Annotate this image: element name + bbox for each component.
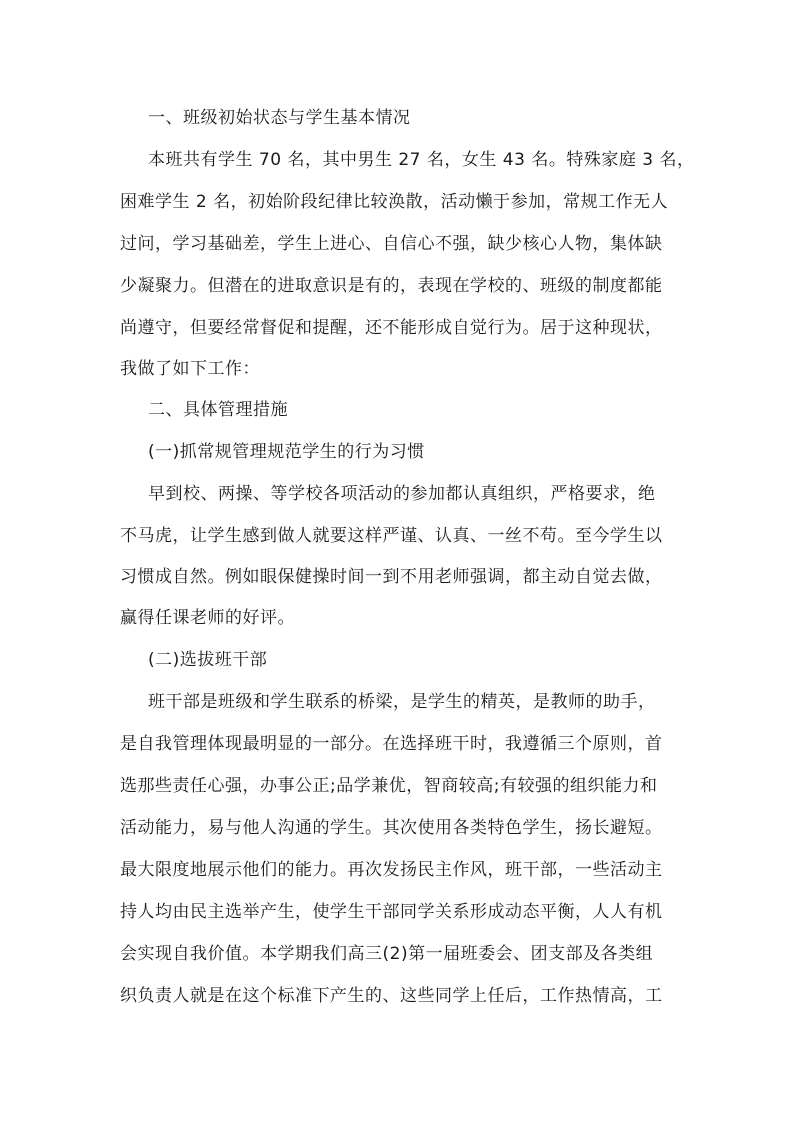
- paragraph-line: 会实现自我价值。本学期我们高三(2)第一届班委会、团支部及各类组: [120, 944, 654, 964]
- paragraph-line: 织负责人就是在这个标准下产生的、这些同学上任后，工作热情高，工: [120, 986, 663, 1006]
- subsection-heading-1: (一)抓常规管理规范学生的行为习惯: [148, 442, 425, 462]
- paragraph-line: 班干部是班级和学生联系的桥梁，是学生的精英，是教师的助手，: [148, 692, 656, 712]
- section-heading-1: 一、班级初始状态与学生基本情况: [148, 108, 411, 128]
- paragraph-line: 赢得任课老师的好评。: [120, 608, 295, 628]
- paragraph-line: 不马虎，让学生感到做人就要这样严谨、认真、一丝不苟。至今学生以: [120, 526, 663, 546]
- paragraph-line: 持人均由民主选举产生，使学生干部同学关系形成动态平衡，人人有机: [120, 902, 663, 922]
- paragraph-line: 活动能力，易与他人沟通的学生。其次使用各类特色学生，扬长避短。: [120, 818, 663, 838]
- paragraph-line: 困难学生 2 名，初始阶段纪律比较涣散，活动懒于参加，常规工作无人: [120, 192, 669, 212]
- paragraph-line: 尚遵守，但要经常督促和提醒，还不能形成自觉行为。居于这种现状，: [120, 318, 663, 338]
- paragraph-line: 过问，学习基础差，学生上进心、自信心不强，缺少核心人物，集体缺: [120, 234, 663, 254]
- paragraph-line: 早到校、两操、等学校各项活动的参加都认真组织，严格要求，绝: [148, 484, 656, 504]
- paragraph-line: 本班共有学生 70 名，其中男生 27 名，女生 43 名。特殊家庭 3 名，: [148, 150, 695, 170]
- paragraph-line: 我做了如下工作：: [120, 359, 260, 379]
- paragraph-line: 是自我管理体现最明显的一部分。在选择班干时，我遵循三个原则，首: [120, 734, 663, 754]
- paragraph-line: 最大限度地展示他们的能力。再次发扬民主作风，班干部，一些活动主: [120, 860, 663, 880]
- section-heading-2: 二、具体管理措施: [148, 400, 288, 420]
- subsection-heading-2: (二)选拔班干部: [148, 650, 268, 670]
- paragraph-line: 少凝聚力。但潜在的进取意识是有的，表现在学校的、班级的制度都能: [120, 276, 663, 296]
- paragraph-line: 习惯成自然。例如眼保健操时间一到不用老师强调，都主动自觉去做，: [120, 567, 663, 587]
- paragraph-line: 选那些责任心强，办事公正;品学兼优，智商较高;有较强的组织能力和: [120, 776, 658, 796]
